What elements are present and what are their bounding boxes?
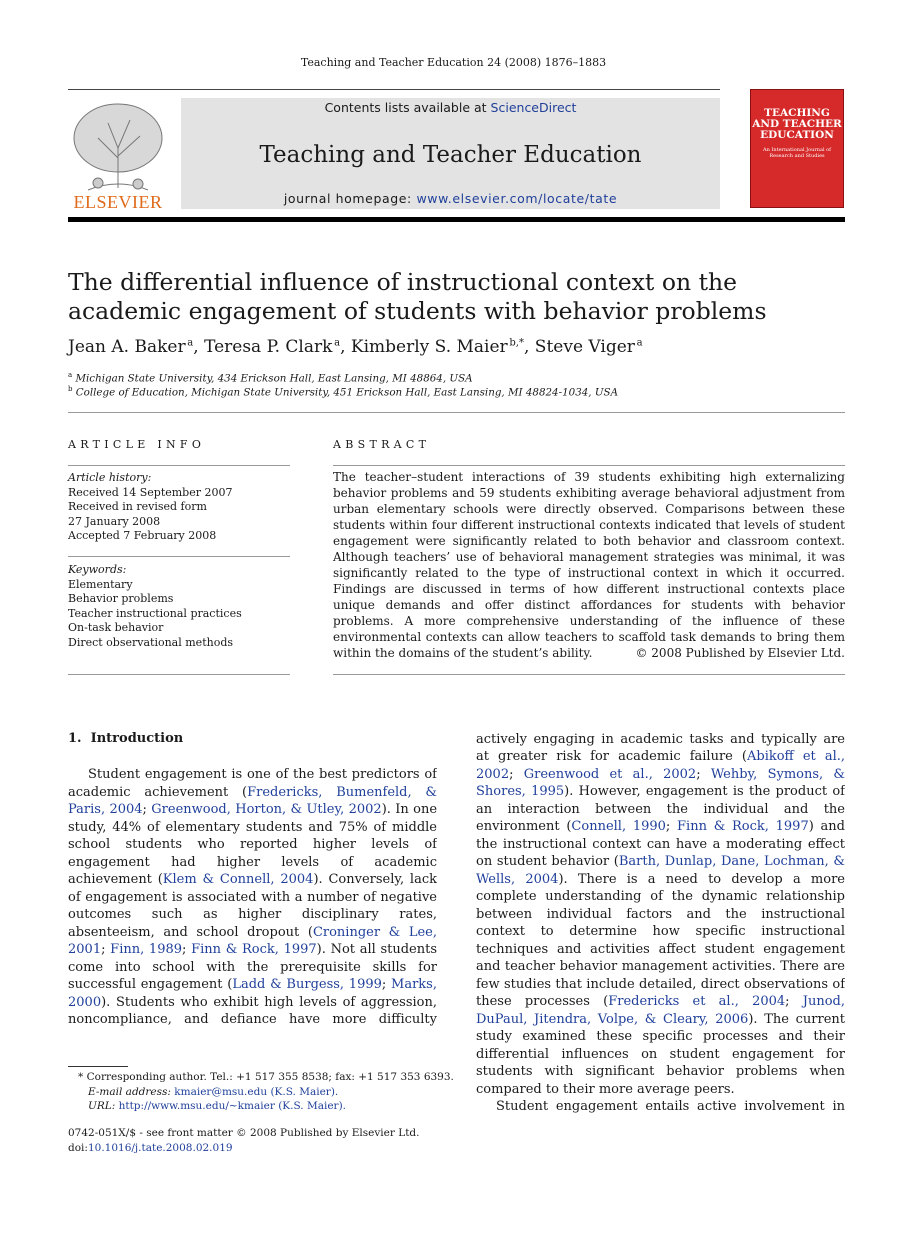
history-item: Received 14 September 2007 bbox=[68, 485, 233, 499]
section-heading-introduction bbox=[68, 731, 183, 746]
contents-line bbox=[181, 100, 720, 115]
body-flow bbox=[476, 730, 845, 1115]
keyword: Behavior problems bbox=[68, 592, 174, 606]
journal-title: Teaching and Teacher Education bbox=[259, 142, 642, 168]
citation-link[interactable]: Croninger & Lee, 2001 bbox=[68, 924, 437, 957]
divider bbox=[68, 465, 290, 466]
body-column-right bbox=[476, 730, 845, 1115]
body-text: ; bbox=[182, 942, 192, 957]
body-text: ; bbox=[509, 766, 524, 782]
divider bbox=[68, 556, 290, 557]
citation-link[interactable]: Wehby, Symons, & Shores, 1995 bbox=[476, 766, 845, 799]
author-name[interactable]: Kimberly S. Maier bbox=[350, 337, 508, 357]
sciencedirect-link[interactable]: ScienceDirect bbox=[490, 100, 577, 115]
body-text: ). Not all students come into school with the prerequisite skills for successful engagement ( bbox=[68, 942, 437, 992]
keyword: Direct observational methods bbox=[68, 635, 234, 649]
keyword: Elementary bbox=[68, 577, 133, 591]
section-number: 1. bbox=[68, 731, 82, 746]
divider bbox=[333, 674, 845, 675]
citation-link[interactable]: Abikoff et al., 2002 bbox=[476, 749, 845, 782]
history-item: Received in revised form bbox=[68, 500, 207, 514]
citation-link[interactable]: Marks, 2000 bbox=[68, 977, 437, 1010]
body-text: actively engaging in academic tasks and typically are at greater risk for academic failure ( bbox=[476, 731, 845, 764]
front-matter bbox=[68, 1126, 488, 1155]
journal-banner bbox=[181, 98, 720, 209]
history-label: Article history: bbox=[68, 471, 152, 484]
divider bbox=[68, 674, 290, 675]
divider bbox=[333, 465, 845, 466]
email-owner: (K.S. Maier). bbox=[270, 1085, 339, 1098]
citation-link[interactable]: Finn, 1989 bbox=[110, 942, 183, 957]
section-title: Introduction bbox=[90, 731, 184, 746]
body-text: ). Conversely, lack of engagement is associated with a number of negative outcomes such as higher disciplinary rates, absenteeism, and school dropout ( bbox=[68, 872, 437, 940]
abstract-heading: ABSTRACT bbox=[333, 438, 431, 451]
email-line bbox=[78, 1085, 458, 1100]
article-history bbox=[68, 471, 290, 544]
affiliation-text: Michigan State University, 434 Erickson Hall, East Lansing, MI 48864, USA bbox=[75, 372, 473, 385]
homepage-link[interactable]: www.elsevier.com/locate/tate bbox=[416, 191, 618, 206]
intro-paragraph bbox=[476, 730, 845, 1098]
header-thick-rule bbox=[68, 217, 845, 222]
abstract-text: The teacher–student interactions of 39 students exhibiting high externalizing behavior problems and 59 students exhibiting average behavioral adjustment from urban elementary schools were directly observed. Comparisons between these students within four different instructional contexts indicated that levels of student engagement were significantly related to both behavior and classroom context. Although teachers’ use of behavioral management strategies was minimal, it was significantly related to the type of instructional context in which it occurred. Findings are discussed in terms of how different instructional contexts place unique demands and offer distinct affordances for students with behavior problems. A more comprehensive understanding of the influence of these environmental contexts can allow teachers to scaffold task demands to bring them within the domains of the student’s ability. bbox=[333, 470, 845, 660]
homepage-prefix: journal homepage: bbox=[283, 191, 417, 206]
intro-paragraph: Student engagement entails active involvement in bbox=[496, 1099, 845, 1114]
body-text: Student engagement is one of the best predictors of academic achievement ( bbox=[68, 767, 437, 800]
citation-link[interactable]: Junod, DuPaul, Jitendra, Volpe, & Cleary, 2006 bbox=[476, 994, 845, 1027]
affiliation-sup: a bbox=[68, 371, 73, 379]
body-text: ; bbox=[101, 942, 111, 957]
article-info-heading: ARTICLE INFO bbox=[68, 438, 206, 451]
body-text: ; bbox=[142, 802, 152, 817]
affiliation-b bbox=[68, 385, 618, 398]
corresponding-author-note: * Corresponding author. Tel.: +1 517 355 8538; fax: +1 517 353 6393. bbox=[78, 1071, 454, 1083]
citation-link[interactable]: Finn & Rock, 1997 bbox=[191, 942, 317, 957]
citation-link[interactable]: Finn & Rock, 1997 bbox=[677, 819, 809, 834]
email-link[interactable]: kmaier@msu.edu bbox=[174, 1085, 268, 1098]
keywords bbox=[68, 563, 290, 651]
elsevier-wordmark: ELSEVIER bbox=[73, 192, 163, 212]
body-text: ; bbox=[785, 994, 803, 1009]
author-affil-sup: b,* bbox=[509, 337, 524, 349]
author-name[interactable]: Steve Viger bbox=[534, 337, 635, 357]
divider bbox=[68, 412, 845, 413]
cover-title: TEACHING AND TEACHER EDUCATION bbox=[752, 107, 842, 141]
url-label: URL: bbox=[88, 1100, 116, 1112]
running-head: Teaching and Teacher Education 24 (2008) 1876–1883 bbox=[300, 56, 607, 69]
body-text: ). The current study examined these specific processes and their differential influences on student engagement for students with significant behavior problems when compared to their more average peers. bbox=[476, 1011, 845, 1097]
body-flow bbox=[68, 766, 437, 1028]
author-affil-sup: a bbox=[334, 337, 341, 349]
body-text: ; bbox=[665, 819, 678, 834]
history-item: 27 January 2008 bbox=[68, 514, 161, 528]
journal-cover[interactable] bbox=[750, 89, 844, 208]
author-affil-sup: a bbox=[187, 337, 194, 349]
body-text: ). Students who exhibit high levels of aggression, noncompliance, and defiance have more difficulty bbox=[68, 994, 437, 1027]
citation-link[interactable]: Klem & Connell, 2004 bbox=[162, 872, 314, 887]
keyword: On-task behavior bbox=[68, 621, 164, 635]
contents-prefix: Contents lists available at bbox=[324, 100, 491, 115]
history-item: Accepted 7 February 2008 bbox=[68, 529, 217, 543]
intro-paragraph bbox=[68, 766, 437, 1028]
body-text: ). However, engagement is the product of an interaction between the individual and the environment ( bbox=[476, 784, 845, 834]
body-text: ) and the instructional context can have a moderating effect on student behavior ( bbox=[476, 819, 845, 869]
citation-link[interactable]: Fredericks, Bumenfeld, & Paris, 2004 bbox=[68, 784, 437, 817]
author-name[interactable]: Jean A. Baker bbox=[68, 337, 186, 357]
url-owner: (K.S. Maier). bbox=[278, 1100, 347, 1112]
affiliation-sup: b bbox=[68, 385, 73, 393]
author-affil-sup: a bbox=[636, 337, 643, 349]
citation-link[interactable]: Ladd & Burgess, 1999 bbox=[232, 977, 382, 992]
doi-link[interactable]: 10.1016/j.tate.2008.02.019 bbox=[87, 1141, 233, 1154]
abstract-copyright: © 2008 Published by Elsevier Ltd. bbox=[635, 646, 845, 660]
citation-link[interactable]: Greenwood, Horton, & Utley, 2002 bbox=[151, 802, 382, 817]
url-link[interactable]: http://www.msu.edu/∼kmaier bbox=[118, 1100, 275, 1112]
footnote bbox=[78, 1070, 458, 1114]
url-line bbox=[78, 1099, 458, 1114]
author-list: Jean A. Baker $^a$, Teresa P. Clark $^a$, Kimberly S. Maier $^{b,*}$, Steve Viger $^a$ bbox=[68, 337, 643, 357]
doi-label: doi: bbox=[68, 1141, 88, 1154]
affiliation-a bbox=[68, 371, 473, 384]
keyword: Teacher instructional practices bbox=[68, 606, 242, 620]
doi-line bbox=[68, 1141, 488, 1156]
cover-subtitle: An International Journal of Research and Studies bbox=[762, 147, 832, 159]
homepage-line bbox=[181, 191, 720, 206]
citation-link[interactable]: Barth, Dunlap, Dane, Lochman, & Wells, 2004 bbox=[476, 854, 845, 887]
body-text: ; bbox=[381, 977, 392, 992]
affiliation-text: College of Education, Michigan State University, 451 Erickson Hall, East Lansing, MI 48824-1034, USA bbox=[75, 386, 619, 399]
author-name[interactable]: Teresa P. Clark bbox=[204, 337, 333, 357]
article-title: The differential influence of instructional context on the academic engagement of students with behavior problems bbox=[68, 268, 767, 325]
body-text: ). In one study, 44% of elementary students and 75% of middle school students who reported higher levels of engagement had higher levels of academic achievement ( bbox=[68, 802, 437, 887]
citation-link[interactable]: Greenwood et al., 2002 bbox=[523, 766, 697, 782]
citation-link[interactable]: Fredericks et al., 2004 bbox=[608, 994, 786, 1009]
keywords-label: Keywords: bbox=[68, 563, 127, 576]
body-text: ). There is a need to develop a more complete understanding of the dynamic relationship between individual factors and the instructional context to determine how specific instructional techniques and activities affect student engagement and teacher behavior management activities. There are few studies that include detailed, direct observations of these processes ( bbox=[476, 871, 845, 1009]
footnote-rule bbox=[68, 1066, 128, 1067]
body-text: ; bbox=[696, 766, 711, 782]
header-rule bbox=[68, 89, 720, 90]
body-column-left bbox=[68, 766, 437, 1028]
citation-link[interactable]: Connell, 1990 bbox=[571, 819, 666, 834]
issn-line: 0742-051X/$ - see front matter © 2008 Published by Elsevier Ltd. bbox=[68, 1127, 420, 1139]
email-label: E-mail address: bbox=[88, 1085, 171, 1098]
